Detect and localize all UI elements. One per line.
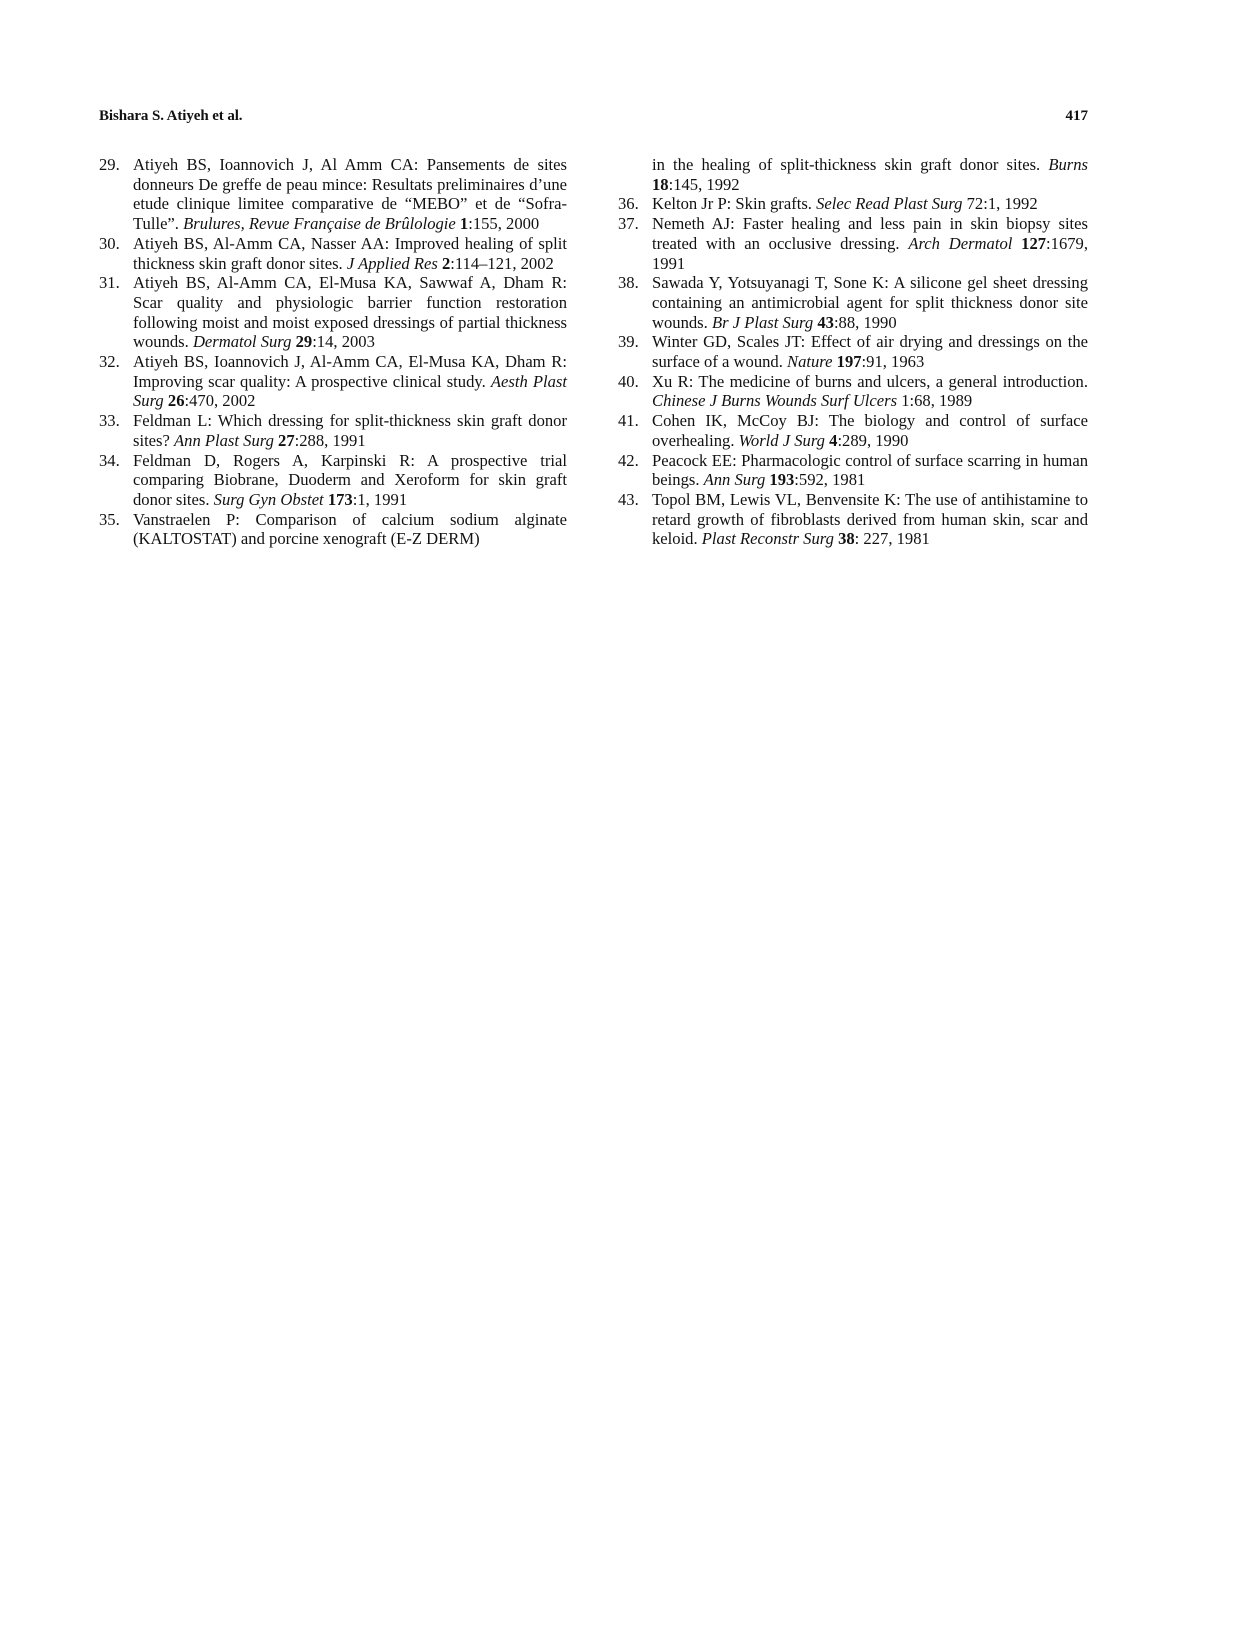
- reference-number: 34.: [99, 450, 120, 470]
- volume-number: 127: [1021, 233, 1047, 253]
- reference-item: [99, 155, 567, 234]
- reference-text-fragment: Atiyeh BS, Al-Amm CA, Nasser AA: Improved healing of split thickness skin graft donor sites.: [133, 233, 567, 273]
- reference-number: 37.: [618, 214, 639, 234]
- reference-text-fragment: in the healing of split-thickness skin graft donor sites.: [652, 155, 1049, 174]
- reference-item: [99, 510, 567, 549]
- volume-number: 29: [295, 332, 313, 352]
- volume-number: 26: [167, 391, 185, 411]
- reference-number: 41.: [618, 411, 639, 431]
- reference-text-fragment: :289, 1990: [837, 430, 909, 450]
- journal-title: J Applied Res: [346, 253, 438, 273]
- volume-number: 197: [836, 352, 862, 372]
- journal-title: World J Surg: [738, 430, 825, 450]
- reference-text-fragment: Kelton Jr P: Skin grafts.: [652, 194, 817, 214]
- reference-item: [99, 352, 567, 411]
- reference-text-fragment: :592, 1981: [794, 470, 866, 490]
- reference-number: 38.: [618, 273, 639, 293]
- reference-text-fragment: :1679, 1991: [652, 233, 1088, 273]
- reference-citation: [133, 352, 567, 411]
- reference-text-fragment: Feldman L: Which dressing for split-thickness skin graft donor sites?: [133, 411, 567, 450]
- reference-item: [99, 451, 567, 510]
- journal-title: Aesth Plast Surg: [133, 371, 567, 411]
- reference-text-fragment: Atiyeh BS, Ioannovich J, Al Amm CA: Pansements de sites donneurs De greffe de peau mince: Resultats preliminaires d’une etude clinique limitee comparative de “MEBO” et de “Sofra-Tulle”.: [133, 155, 567, 234]
- journal-title: Dermatol Surg: [192, 332, 292, 352]
- volume-number: 173: [327, 489, 353, 509]
- reference-number: 29.: [99, 155, 120, 174]
- reference-number: 40.: [618, 371, 639, 391]
- reference-number: 35.: [99, 509, 120, 529]
- reference-item: [618, 451, 1088, 490]
- reference-text-fragment: :288, 1991: [294, 430, 366, 450]
- reference-item: [618, 194, 1088, 214]
- volume-number: 1: [459, 214, 469, 234]
- reference-text-fragment: :155, 2000: [468, 214, 540, 234]
- reference-citation: [133, 155, 567, 234]
- reference-citation: [652, 273, 1088, 332]
- reference-continuation: [618, 155, 1088, 194]
- reference-citation: [652, 194, 1088, 214]
- reference-text-fragment: Atiyeh BS, Ioannovich J, Al-Amm CA, El-Musa KA, Dham R: Improving scar quality: A prospective clinical study.: [133, 352, 567, 391]
- reference-item: [618, 411, 1088, 450]
- journal-title: Chinese J Burns Wounds Surf Ulcers: [652, 391, 898, 411]
- volume-number: 43: [817, 312, 834, 332]
- reference-text-fragment: Vanstraelen P: Comparison of calcium sodium alginate (KALTOSTAT) and porcine xenograft (E-Z DERM): [133, 509, 567, 549]
- reference-item: [618, 214, 1088, 273]
- running-head: Bishara S. Atiyeh et al.: [99, 108, 243, 124]
- reference-citation: [652, 451, 1088, 490]
- reference-citation: [133, 451, 567, 510]
- reference-text-fragment: : 227, 1981: [854, 529, 930, 549]
- journal-title: Nature: [787, 352, 833, 372]
- reference-citation: [652, 332, 1088, 371]
- reference-citation: [652, 411, 1088, 450]
- reference-text-fragment: Sawada Y, Yotsuyanagi T, Sone K: A silicone gel sheet dressing containing an antimicrobial agent for split thickness donor site wounds.: [652, 273, 1088, 332]
- reference-item: [99, 234, 567, 273]
- reference-citation: [133, 234, 567, 273]
- reference-citation: [652, 214, 1088, 273]
- reference-text-fragment: Xu R: The medicine of burns and ulcers, a general introduction.: [652, 371, 1088, 391]
- journal-title: Br J Plast Surg: [711, 312, 814, 332]
- reference-text-fragment: Nemeth AJ: Faster healing and less pain in skin biopsy sites treated with an occlusive dressing.: [652, 214, 1088, 253]
- reference-item: [618, 372, 1088, 411]
- volume-number: 38: [838, 529, 855, 549]
- reference-text-fragment: Cohen IK, McCoy BJ: The biology and control of surface overhealing.: [652, 411, 1088, 450]
- references-right-column: [618, 155, 1088, 549]
- reference-number: 30.: [99, 233, 120, 253]
- reference-text-fragment: Peacock EE: Pharmacologic control of surface scarring in human beings.: [652, 450, 1088, 490]
- journal-title: Ann Plast Surg: [174, 430, 274, 450]
- volume-number: 18: [652, 174, 669, 194]
- reference-text-fragment: 1:68, 1989: [897, 391, 973, 411]
- reference-number: 31.: [99, 273, 120, 293]
- reference-text-fragment: Feldman D, Rogers A, Karpinski R: A prospective trial comparing Biobrane, Duoderm and Xeroform for skin graft donor sites.: [133, 450, 567, 509]
- reference-item: [618, 273, 1088, 332]
- reference-item: [618, 332, 1088, 371]
- volume-number: 193: [769, 470, 795, 490]
- volume-number: 27: [278, 430, 295, 450]
- reference-text-fragment: Topol BM, Lewis VL, Benvensite K: The use of antihistamine to retard growth of fibroblasts derived from human skin, scar and keloid.: [652, 489, 1088, 549]
- reference-citation: [652, 490, 1088, 549]
- reference-citation: [133, 510, 567, 549]
- journal-title: Plast Reconstr Surg: [701, 529, 834, 549]
- journal-title: Selec Read Plast Surg: [816, 194, 963, 214]
- reference-number: 42.: [618, 450, 639, 470]
- reference-text-fragment: :91, 1963: [861, 352, 925, 372]
- journal-title: Burns: [1048, 155, 1088, 174]
- reference-citation: [133, 411, 567, 450]
- reference-item: [618, 490, 1088, 549]
- reference-number: 36.: [618, 194, 639, 214]
- reference-text-fragment: [1012, 234, 1021, 253]
- reference-citation: [652, 372, 1088, 411]
- references-left-column: [99, 155, 567, 549]
- reference-text-fragment: Winter GD, Scales JT: Effect of air drying and dressings on the surface of a wound.: [652, 332, 1088, 372]
- page-header: [99, 108, 1088, 132]
- reference-text-fragment: :114–121, 2002: [450, 253, 554, 273]
- journal-title: Brulures, Revue Française de Brûlologie: [183, 214, 456, 234]
- reference-text-fragment: :1, 1991: [352, 489, 408, 509]
- reference-text-fragment: :145, 1992: [668, 174, 740, 194]
- journal-title: Surg Gyn Obstet: [213, 489, 324, 509]
- reference-item: [99, 273, 567, 352]
- volume-number: 4: [829, 430, 838, 450]
- reference-number: 33.: [99, 411, 120, 431]
- page-number: 417: [1065, 108, 1088, 124]
- journal-title: Arch Dermatol: [908, 233, 1013, 253]
- reference-text-fragment: Atiyeh BS, Al-Amm CA, El-Musa KA, Sawwaf A, Dham R: Scar quality and physiologic barrier function restoration following moist and moist exposed dressings of partial thickness wounds.: [133, 273, 567, 352]
- reference-number: 32.: [99, 352, 120, 372]
- reference-item: [99, 411, 567, 450]
- reference-text-fragment: :88, 1990: [833, 312, 897, 332]
- reference-number: 39.: [618, 332, 639, 352]
- reference-text-fragment: :470, 2002: [184, 391, 256, 411]
- journal-title: Ann Surg: [703, 470, 766, 490]
- reference-number: 43.: [618, 489, 639, 509]
- reference-citation: [133, 273, 567, 352]
- reference-text-fragment: :14, 2003: [312, 332, 375, 352]
- volume-number: 2: [441, 253, 451, 273]
- reference-text-fragment: 72:1, 1992: [962, 194, 1038, 214]
- references-right-list: [618, 194, 1088, 549]
